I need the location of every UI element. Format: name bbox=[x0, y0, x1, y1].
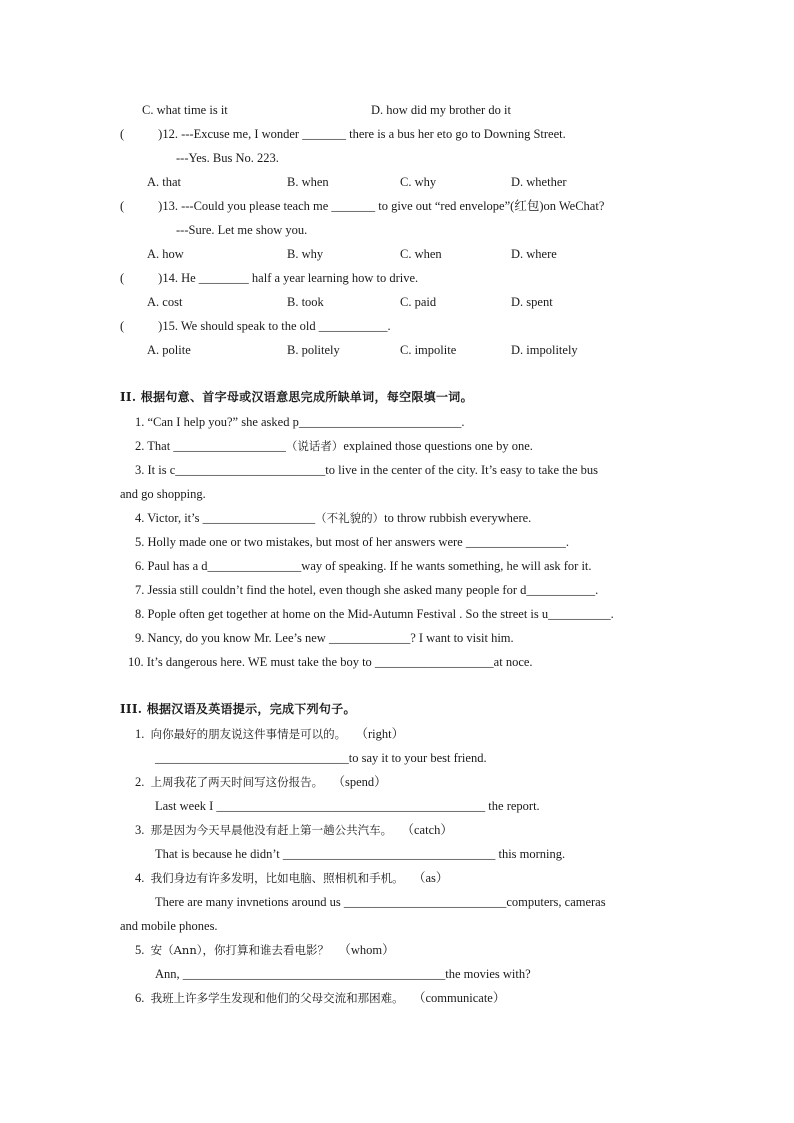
part2-item-3 bbox=[135, 464, 598, 477]
part3-item-4-answer-continued: and mobile phones. bbox=[120, 919, 218, 933]
item-text: Jessia still couldn’t find the hotel, even though she asked many people for d___________. bbox=[147, 583, 599, 597]
part2-item-5 bbox=[135, 536, 569, 549]
item-number: 3. bbox=[135, 823, 145, 837]
item-text: Pople often get together at home on the Mid-Autumn Festival . So the street is u__________. bbox=[147, 607, 614, 621]
part3-item-4-answer: There are many invnetions around us __________________________computers, cameras bbox=[155, 895, 606, 909]
answer-paren-open: ( bbox=[120, 199, 125, 213]
chinese-hint: （说话者） bbox=[285, 439, 344, 453]
item-number: 1. bbox=[135, 727, 145, 741]
question-12-reply: ---Yes. Bus No. 223. bbox=[176, 151, 279, 165]
question-text: 15. We should speak to the old ___________. bbox=[162, 319, 391, 333]
item-text: Nancy, do you know Mr. Lee’s new _____________? I want to visit him. bbox=[147, 631, 514, 645]
english-hint: （as） bbox=[413, 871, 449, 885]
item-number: 4. bbox=[135, 511, 145, 525]
chinese-sentence: 向你最好的朋友说这件事情是可以的。 bbox=[150, 727, 347, 741]
question-14-option-d: D. spent bbox=[511, 295, 553, 309]
question-12-stem bbox=[120, 128, 566, 141]
question-12-option-b: B. when bbox=[287, 175, 329, 189]
part2-item-7 bbox=[135, 584, 598, 597]
item-number: 4. bbox=[135, 871, 145, 885]
question-15-option-c: C. impolite bbox=[400, 343, 457, 357]
question-13-option-b: B. why bbox=[287, 247, 324, 261]
chinese-sentence: 那是因为今天早晨他没有赶上第一趟公共汽车。 bbox=[150, 823, 393, 837]
answer-paren-close: ) bbox=[158, 199, 163, 213]
answer-paren-close: ) bbox=[158, 319, 163, 333]
section-2-heading: II. 根据句意、首字母或汉语意思完成所缺单词，每空限填一词。 bbox=[120, 390, 473, 404]
english-hint: （whom） bbox=[338, 943, 395, 957]
q11-option-d: D. how did my brother do it bbox=[371, 103, 511, 117]
question-15-option-a: A. polite bbox=[147, 343, 191, 357]
part3-item-5-answer: Ann, __________________________________________the movies with? bbox=[155, 967, 531, 981]
part3-item-6-prompt bbox=[135, 992, 505, 1005]
english-hint: （right） bbox=[355, 727, 405, 741]
chinese-sentence: 我们身边有许多发明，比如电脑、照相机和手机。 bbox=[150, 871, 404, 885]
english-hint: （spend） bbox=[332, 775, 387, 789]
item-text: It’s dangerous here. WE must take the boy to ___________________at noce. bbox=[146, 655, 533, 669]
item-number: 6. bbox=[135, 559, 145, 573]
answer-paren-open: ( bbox=[120, 271, 125, 285]
question-15-stem bbox=[120, 320, 391, 333]
answer-paren-close: ) bbox=[158, 271, 163, 285]
chinese-sentence: 安（Ann），你打算和谁去看电影？ bbox=[150, 943, 329, 957]
part3-item-3-prompt bbox=[135, 824, 453, 837]
item-number: 7. bbox=[135, 583, 145, 597]
part3-item-1-answer: _______________________________to say it to your best friend. bbox=[155, 751, 487, 765]
item-number: 6. bbox=[135, 991, 145, 1005]
item-text: Victor, it’s __________________ bbox=[147, 511, 316, 525]
part2-item-2 bbox=[135, 440, 533, 453]
item-text: It is c________________________to live in the center of the city. It’s easy to take the bus bbox=[147, 463, 598, 477]
part2-item-4 bbox=[135, 512, 531, 525]
question-14-option-b: B. took bbox=[287, 295, 324, 309]
item-text: to throw rubbish everywhere. bbox=[384, 511, 532, 525]
question-14-option-a: A. cost bbox=[147, 295, 183, 309]
question-13-option-c: C. when bbox=[400, 247, 442, 261]
question-14-stem bbox=[120, 272, 418, 285]
question-14-option-c: C. paid bbox=[400, 295, 437, 309]
question-13-stem bbox=[120, 200, 604, 213]
answer-paren-open: ( bbox=[120, 319, 125, 333]
item-number: 3. bbox=[135, 463, 145, 477]
question-15-option-d: D. impolitely bbox=[511, 343, 578, 357]
part2-item-8 bbox=[135, 608, 614, 621]
part2-item-9 bbox=[135, 632, 514, 645]
item-text: explained those questions one by one. bbox=[343, 439, 533, 453]
question-15-option-b: B. politely bbox=[287, 343, 340, 357]
question-text: 12. ---Excuse me, I wonder _______ there is a bus her eto go to Downing Street. bbox=[162, 127, 566, 141]
question-13-option-a: A. how bbox=[147, 247, 184, 261]
item-number: 5. bbox=[135, 535, 145, 549]
chinese-sentence: 我班上许多学生发现和他们的父母交流和那困难。 bbox=[150, 991, 404, 1005]
question-text: 14. He ________ half a year learning how to drive. bbox=[162, 271, 419, 285]
part3-item-2-prompt bbox=[135, 776, 387, 789]
item-text: “Can I help you?” she asked p__________________________. bbox=[147, 415, 465, 429]
part2-item-1 bbox=[135, 416, 464, 429]
item-number: 5. bbox=[135, 943, 145, 957]
item-text: Holly made one or two mistakes, but most of her answers were ________________. bbox=[147, 535, 569, 549]
question-13-option-d: D. where bbox=[511, 247, 557, 261]
part2-item-6 bbox=[135, 560, 592, 573]
answer-paren-close: ) bbox=[158, 127, 163, 141]
part3-item-3-answer: That is because he didn’t __________________________________ this morning. bbox=[155, 847, 566, 861]
item-number: 9. bbox=[135, 631, 145, 645]
part3-item-5-prompt bbox=[135, 944, 395, 957]
part2-item-10 bbox=[128, 656, 533, 669]
english-hint: （catch） bbox=[401, 823, 453, 837]
item-number: 8. bbox=[135, 607, 145, 621]
q11-option-c: C. what time is it bbox=[142, 103, 228, 117]
part3-item-1-prompt bbox=[135, 728, 404, 741]
part3-item-2-answer: Last week I ___________________________________________ the report. bbox=[155, 799, 540, 813]
part2-item-3-continued: and go shopping. bbox=[120, 487, 206, 501]
item-number: 2. bbox=[135, 775, 145, 789]
question-12-option-a: A. that bbox=[147, 175, 182, 189]
answer-paren-open: ( bbox=[120, 127, 125, 141]
question-12-option-d: D. whether bbox=[511, 175, 567, 189]
question-13-reply: ---Sure. Let me show you. bbox=[176, 223, 308, 237]
section-3-heading: III. 根据汉语及英语提示，完成下列句子。 bbox=[120, 702, 356, 716]
english-hint: （communicate） bbox=[413, 991, 506, 1005]
item-number: 1. bbox=[135, 415, 145, 429]
question-12-option-c: C. why bbox=[400, 175, 437, 189]
chinese-hint: （不礼貌的） bbox=[315, 511, 385, 525]
question-text: 13. ---Could you please teach me _______ to give out “red envelope”(红包)on WeChat? bbox=[162, 199, 605, 213]
item-number: 10. bbox=[128, 655, 144, 669]
part3-item-4-prompt bbox=[135, 872, 448, 885]
item-number: 2. bbox=[135, 439, 145, 453]
item-text: That __________________ bbox=[147, 439, 286, 453]
chinese-sentence: 上周我花了两天时间写这份报告。 bbox=[150, 775, 324, 789]
item-text: Paul has a d_______________way of speaking. If he wants something, he will ask for it. bbox=[147, 559, 592, 573]
